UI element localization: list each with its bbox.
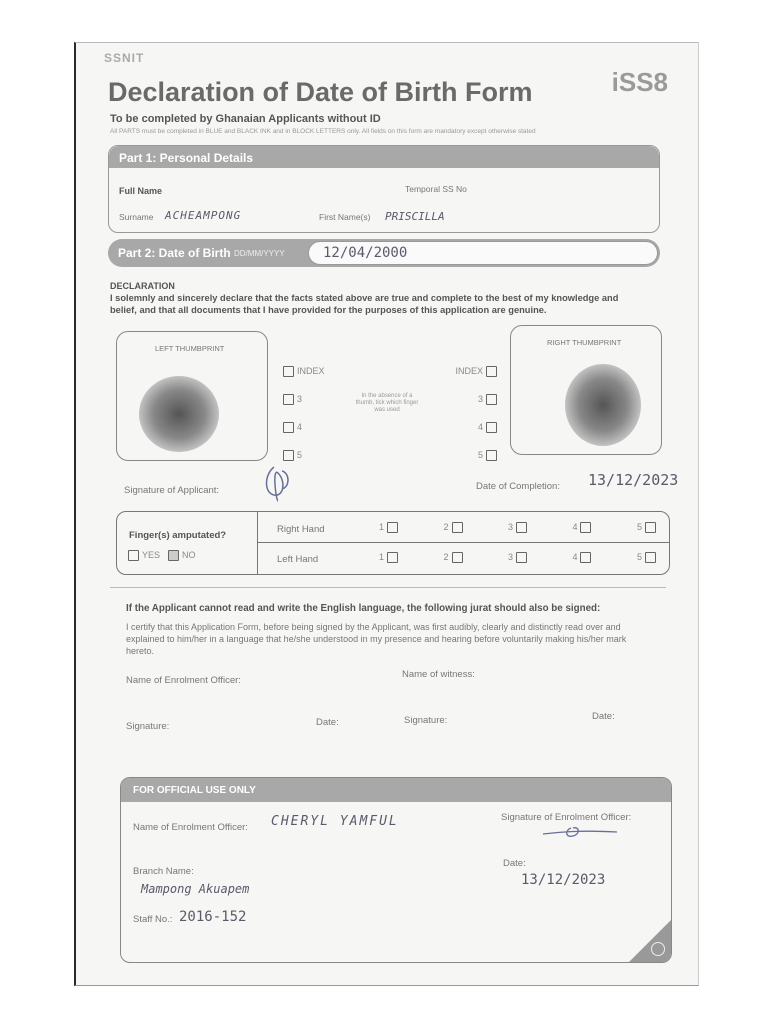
officer-signature (541, 822, 621, 842)
checkbox[interactable] (283, 422, 294, 433)
dob-section (108, 239, 660, 267)
left-finger-4[interactable]: 4 (280, 413, 325, 441)
amputation-section (116, 511, 670, 575)
personal-details-title: Part 1: Personal Details (119, 151, 254, 165)
checkbox[interactable] (387, 522, 398, 533)
right-finger-index[interactable]: INDEX (442, 357, 500, 385)
official-officer-field[interactable]: CHERYL YAMFUL (271, 814, 399, 829)
checkbox[interactable] (387, 552, 398, 563)
checkbox[interactable] (645, 522, 656, 533)
left-finger-index[interactable]: INDEX (280, 357, 325, 385)
official-date-label: Date: (503, 858, 526, 869)
dob-title: Part 2: Date of Birth (118, 246, 231, 260)
branch-field[interactable]: Mampong Akuapem (141, 882, 250, 896)
checkbox[interactable] (516, 522, 527, 533)
staff-no-label: Staff No.: (133, 914, 173, 925)
witness-date-label: Date: (592, 711, 615, 722)
jurat-date-label: Date: (316, 717, 339, 728)
yes-label: YES (142, 550, 161, 560)
section-divider (110, 587, 666, 588)
right-thumbprint-image (565, 364, 641, 446)
first-name-label: First Name(s) (319, 212, 371, 222)
ssnit-logo: SSNIT (104, 51, 145, 65)
right-finger-3[interactable]: 3 (442, 385, 500, 413)
jurat-signature-label: Signature: (126, 721, 170, 732)
absence-note: In the absence of a thumb, tick which finger was used (355, 393, 419, 413)
right-thumbprint-label: RIGHT THUMBPRINT (547, 338, 622, 347)
checkbox[interactable] (486, 366, 497, 377)
form-instructions: All PARTS must be completed in BLUE and BLACK INK and in BLOCK LETTERS only. All fields on this form are mandatory except otherwise stated (110, 128, 536, 135)
rh-finger-3[interactable]: 3 (508, 522, 530, 533)
corner-seal (629, 920, 671, 962)
amputation-question: Finger(s) amputated? (129, 530, 227, 541)
checkbox[interactable] (486, 394, 497, 405)
jurat-heading: If the Applicant cannot read and write the English language, the following jurat should also be signed: (126, 603, 601, 614)
left-thumbprint-box (116, 331, 268, 461)
checkbox[interactable] (283, 394, 294, 405)
checkbox[interactable] (283, 450, 294, 461)
checkbox[interactable] (645, 552, 656, 563)
completion-date-label: Date of Completion: (476, 481, 560, 492)
left-hand-fingers (379, 552, 659, 563)
form-title: Declaration of Date of Birth Form (108, 77, 533, 107)
staff-no-field[interactable]: 2016-152 (179, 909, 247, 925)
witness-signature-label: Signature: (404, 715, 448, 726)
official-officer-label: Name of Enrolment Officer: (133, 822, 248, 833)
right-hand-fingers (379, 522, 659, 533)
right-finger-list (442, 357, 500, 469)
official-use-section (120, 777, 672, 963)
form-page (74, 42, 699, 986)
left-thumbprint-image (139, 376, 219, 452)
right-thumbprint-box (510, 325, 662, 455)
checkbox[interactable] (580, 552, 591, 563)
checkbox[interactable] (486, 422, 497, 433)
right-finger-5[interactable]: 5 (442, 441, 500, 469)
official-use-title: FOR OFFICIAL USE ONLY (133, 785, 256, 796)
amputation-question-cell (117, 512, 258, 574)
amputation-options (125, 550, 196, 561)
no-label: NO (182, 550, 196, 560)
left-thumbprint-label: LEFT THUMBPRINT (155, 344, 225, 353)
left-finger-5[interactable]: 5 (280, 441, 325, 469)
lh-finger-1[interactable]: 1 (379, 552, 401, 563)
form-code: iSS8 (611, 67, 668, 97)
surname-label: Surname (119, 212, 154, 222)
branch-label: Branch Name: (133, 866, 194, 877)
checkbox[interactable] (283, 366, 294, 377)
yes-checkbox[interactable] (128, 550, 139, 561)
declaration-heading: DECLARATION (110, 281, 175, 291)
dob-field[interactable] (308, 241, 658, 265)
lh-finger-5[interactable]: 5 (637, 552, 659, 563)
row-divider (257, 542, 669, 543)
checkbox[interactable] (580, 522, 591, 533)
completion-date-field[interactable]: 13/12/2023 (588, 471, 679, 489)
applicant-signature (260, 461, 300, 503)
official-date-field[interactable]: 13/12/2023 (521, 872, 606, 888)
checkbox[interactable] (486, 450, 497, 461)
temporal-ss-label: Temporal SS No (405, 184, 467, 194)
officer-signature-label: Signature of Enrolment Officer: (501, 812, 632, 823)
dob-format-hint: DD/MM/YYYY (234, 249, 285, 258)
jurat-text: I certify that this Application Form, before being signed by the Applicant, was first audibly, clearly and distinctly read over and explained to him/her in a language that he/she understood in my presence and hearing before voluntarily making his/her mark hereto. (126, 622, 627, 656)
witness-label: Name of witness: (402, 669, 475, 680)
applicant-signature-label: Signature of Applicant: (124, 485, 220, 496)
personal-details-header (109, 146, 659, 168)
rh-finger-4[interactable]: 4 (572, 522, 594, 533)
dob-value: 12/04/2000 (323, 245, 408, 261)
personal-details-section (108, 145, 660, 233)
checkbox[interactable] (516, 552, 527, 563)
surname-field[interactable]: ACHEAMPONG (165, 209, 242, 222)
left-finger-3[interactable]: 3 (280, 385, 325, 413)
rh-finger-2[interactable]: 2 (443, 522, 465, 533)
jurat-officer-label: Name of Enrolment Officer: (126, 675, 241, 686)
form-subtitle: To be completed by Ghanaian Applicants without ID (110, 113, 381, 125)
checkbox[interactable] (452, 522, 463, 533)
left-finger-list (280, 357, 325, 469)
right-finger-4[interactable]: 4 (442, 413, 500, 441)
rh-finger-1[interactable]: 1 (379, 522, 401, 533)
checkbox[interactable] (452, 552, 463, 563)
lh-finger-4[interactable]: 4 (572, 552, 594, 563)
official-use-header (121, 778, 671, 802)
no-checkbox[interactable] (168, 550, 179, 561)
declaration-text: I solemnly and sincerely declare that the facts stated above are true and complete to the best of my knowledge and belief, and that all documents that I have provided for the purposes of this application are genuine. (110, 293, 619, 315)
left-hand-label: Left Hand (277, 554, 319, 565)
lh-finger-2[interactable]: 2 (443, 552, 465, 563)
seal-icon (651, 942, 665, 956)
first-name-field[interactable]: PRISCILLA (385, 210, 445, 223)
right-hand-label: Right Hand (277, 524, 325, 535)
rh-finger-5[interactable]: 5 (637, 522, 659, 533)
lh-finger-3[interactable]: 3 (508, 552, 530, 563)
full-name-label: Full Name (119, 186, 163, 196)
